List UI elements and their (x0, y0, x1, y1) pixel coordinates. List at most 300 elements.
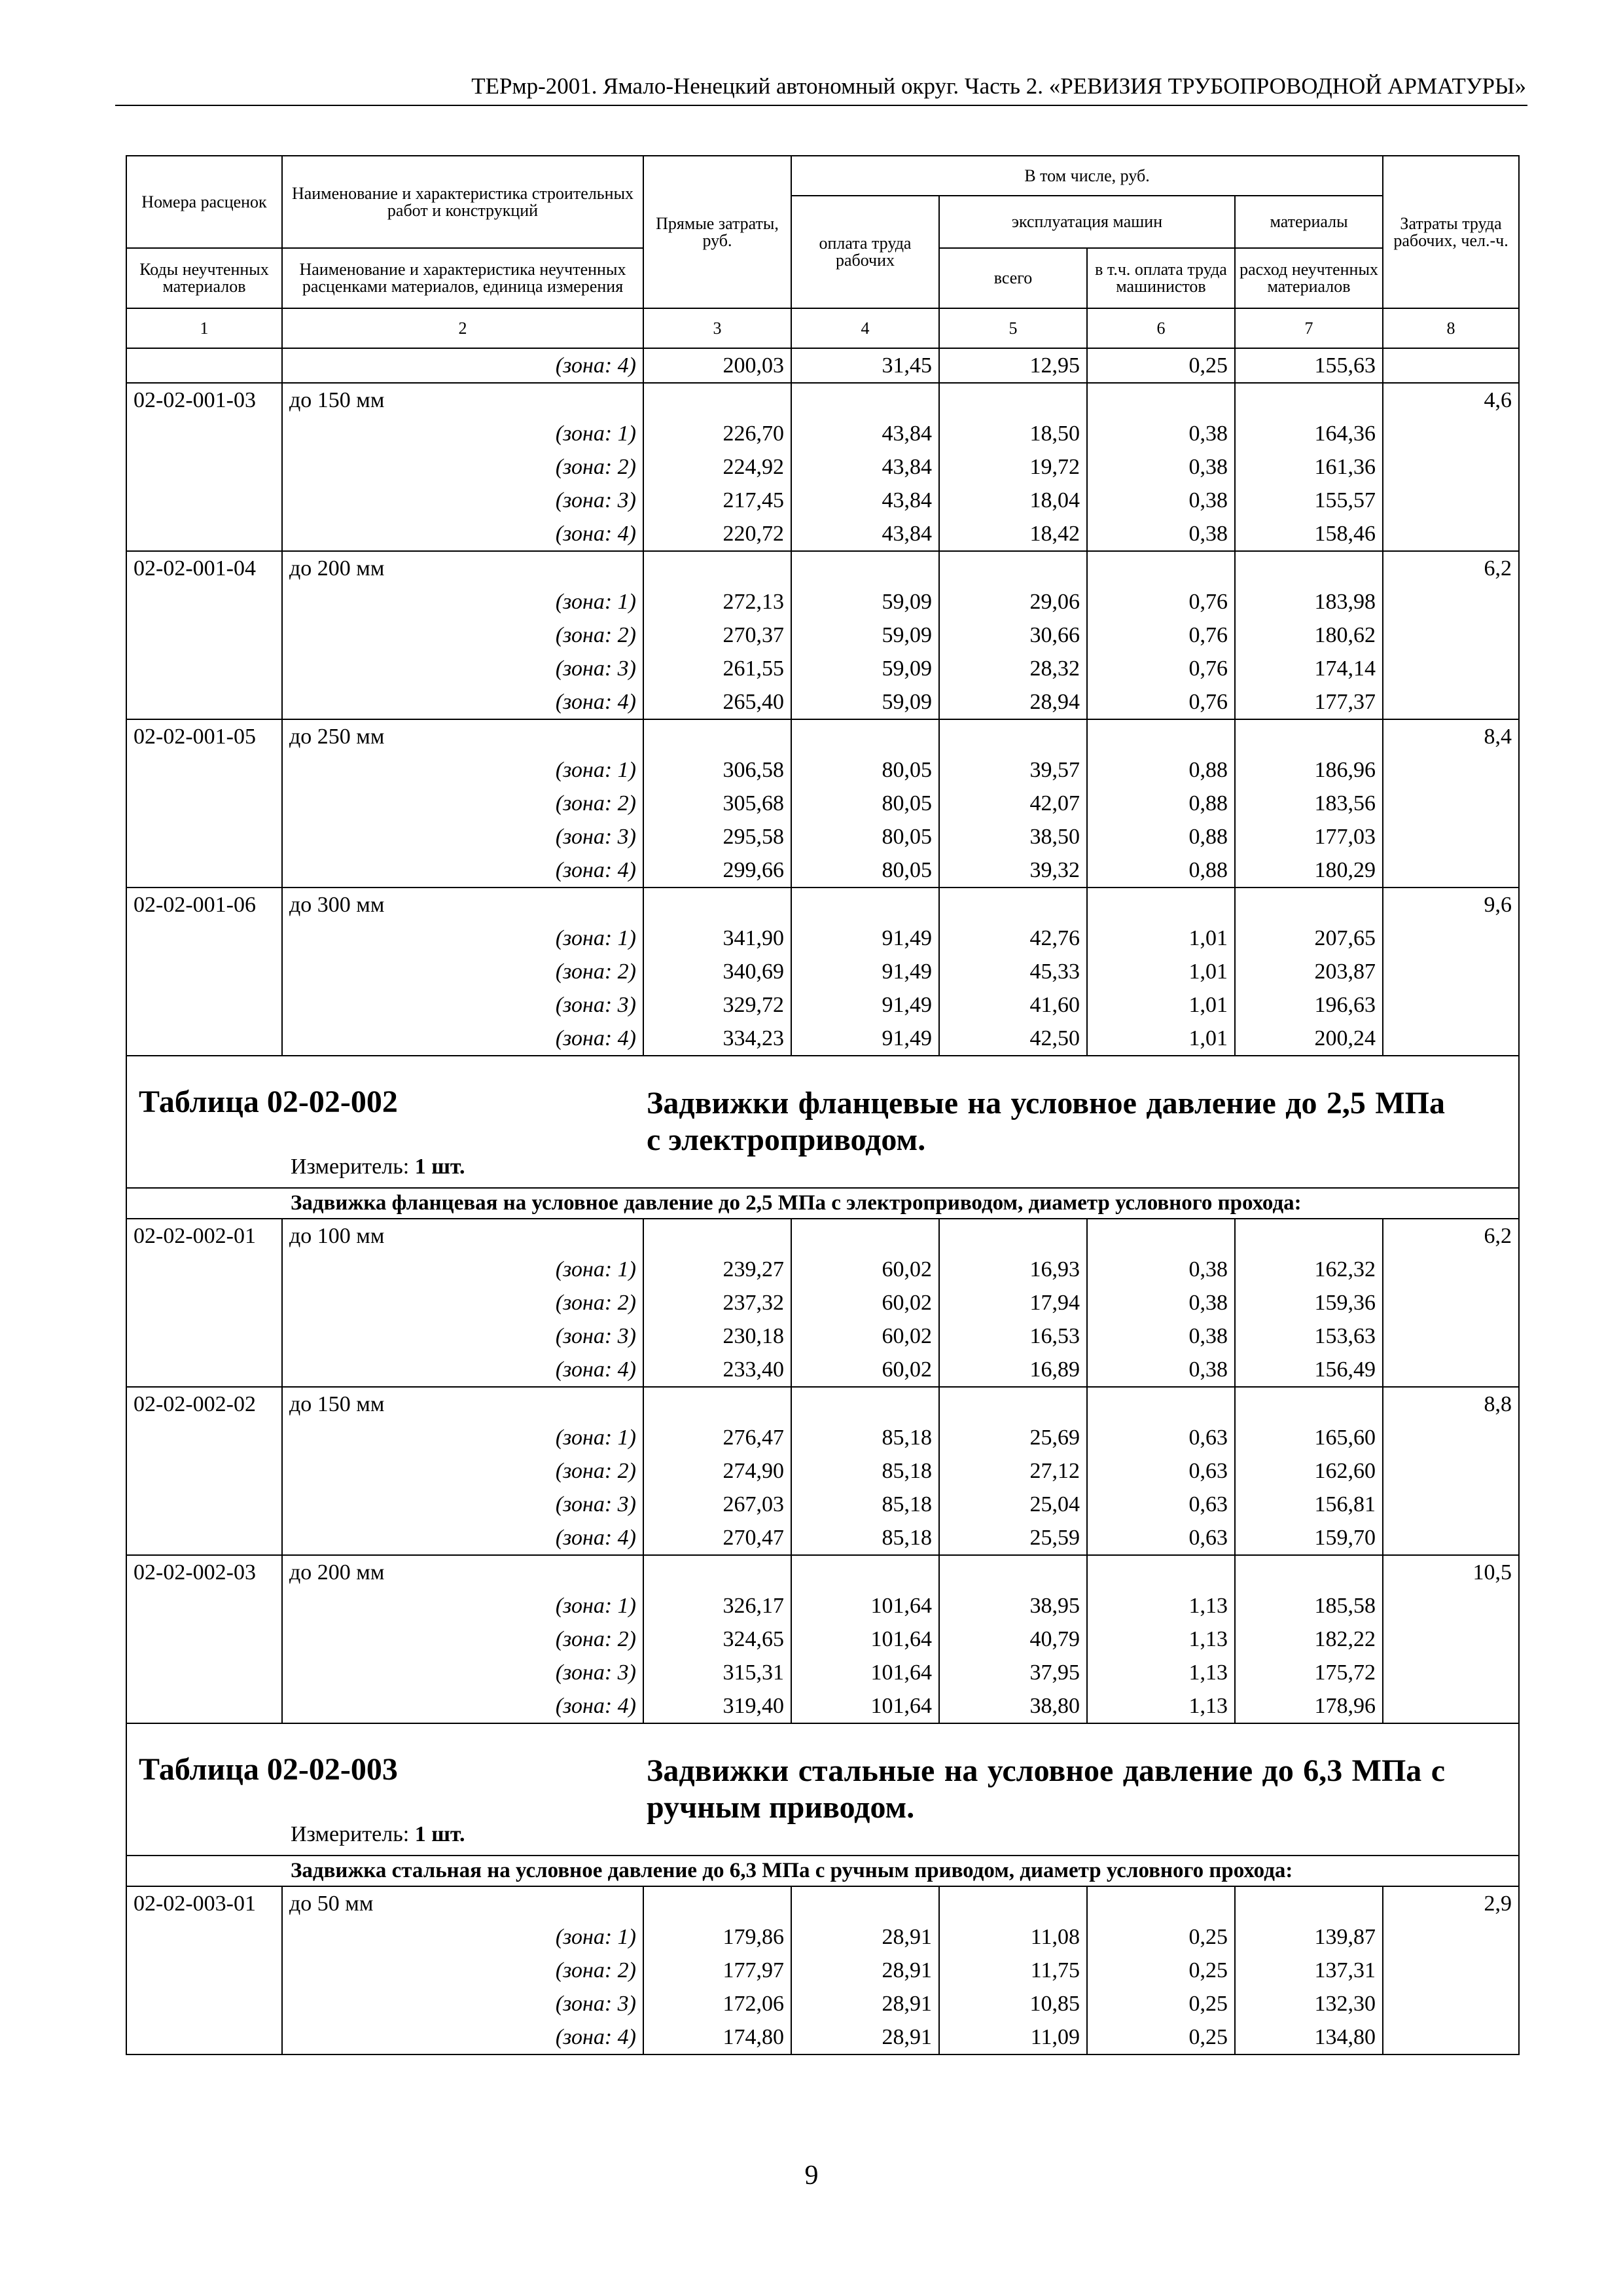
labor-cell (1383, 1488, 1519, 1521)
value-cell (791, 1219, 939, 1253)
value-cell (643, 888, 791, 922)
value-cell: 16,93 (939, 1253, 1087, 1286)
column-number: 5 (939, 308, 1087, 348)
code-cell (126, 1353, 282, 1387)
zone-label: (зона: 3) (282, 1656, 643, 1689)
zone-label: (зона: 1) (282, 1920, 643, 1954)
meter (291, 1150, 465, 1183)
value-cell: 0,25 (1087, 1987, 1235, 2020)
value-cell: 0,38 (1087, 450, 1235, 484)
value-cell: 43,84 (791, 517, 939, 551)
labor-cell (1383, 1656, 1519, 1689)
value-cell: 155,63 (1235, 348, 1383, 383)
rate-row (126, 1387, 1519, 1421)
zone-row (126, 1656, 1519, 1689)
value-cell: 43,84 (791, 450, 939, 484)
zone-label: (зона: 1) (282, 1421, 643, 1454)
value-cell (1087, 1886, 1235, 1920)
value-cell (1235, 719, 1383, 753)
value-cell: 226,70 (643, 417, 791, 450)
value-cell: 179,86 (643, 1920, 791, 1954)
zone-row (126, 1421, 1519, 1454)
value-cell (643, 383, 791, 417)
value-cell: 1,13 (1087, 1656, 1235, 1689)
zone-label: (зона: 1) (282, 1253, 643, 1286)
labor-cell (1383, 1623, 1519, 1656)
column-number: 4 (791, 308, 939, 348)
labor-cell (1383, 517, 1519, 551)
value-cell (1087, 888, 1235, 922)
value-cell: 270,47 (643, 1521, 791, 1555)
value-cell: 174,80 (643, 2020, 791, 2054)
labor-cell (1383, 1353, 1519, 1387)
value-cell: 0,63 (1087, 1454, 1235, 1488)
zone-row (126, 1022, 1519, 1056)
rate-code: 02-02-002-03 (126, 1555, 282, 1589)
value-cell: 60,02 (791, 1319, 939, 1353)
labor-cell (1383, 1253, 1519, 1286)
value-cell: 177,03 (1235, 820, 1383, 853)
meter-label: Измеритель: (291, 1155, 410, 1179)
section-description-row (126, 1188, 1519, 1219)
value-cell (1235, 1387, 1383, 1421)
rate-code: 02-02-001-04 (126, 551, 282, 585)
value-cell: 11,75 (939, 1954, 1087, 1987)
value-cell (643, 1886, 791, 1920)
value-cell: 0,88 (1087, 753, 1235, 787)
value-cell: 306,58 (643, 753, 791, 787)
labor-cell (1383, 2020, 1519, 2054)
value-cell: 299,66 (643, 853, 791, 888)
value-cell: 60,02 (791, 1353, 939, 1387)
value-cell: 101,64 (791, 1656, 939, 1689)
labor-cell (1383, 348, 1519, 383)
page-number: 9 (804, 2161, 819, 2191)
zone-row (126, 820, 1519, 853)
value-cell (791, 551, 939, 585)
zone-row (126, 1319, 1519, 1353)
zone-label: (зона: 2) (282, 955, 643, 988)
value-cell: 224,92 (643, 450, 791, 484)
value-cell: 200,24 (1235, 1022, 1383, 1056)
value-cell: 41,60 (939, 988, 1087, 1022)
column-number: 3 (643, 308, 791, 348)
code-cell (126, 585, 282, 619)
value-cell: 0,76 (1087, 585, 1235, 619)
zone-label: (зона: 4) (282, 1521, 643, 1555)
value-cell: 39,57 (939, 753, 1087, 787)
value-cell: 0,76 (1087, 685, 1235, 719)
value-cell: 237,32 (643, 1286, 791, 1319)
table-title: Задвижки стальные на условное давление до 6,3 МПа с ручным приводом. (647, 1753, 1445, 1825)
rate-name: до 150 мм (282, 383, 643, 417)
zone-label: (зона: 4) (282, 2020, 643, 2054)
value-cell: 91,49 (791, 922, 939, 955)
zone-row (126, 484, 1519, 517)
value-cell (939, 719, 1087, 753)
value-cell: 16,53 (939, 1319, 1087, 1353)
value-cell: 315,31 (643, 1656, 791, 1689)
value-cell: 270,37 (643, 619, 791, 652)
code-cell (126, 820, 282, 853)
value-cell (1235, 1555, 1383, 1589)
value-cell: 17,94 (939, 1286, 1087, 1319)
rate-code: 02-02-002-02 (126, 1387, 282, 1421)
meter-label: Измеритель: (291, 1822, 410, 1846)
col7-header: расход неучтенных материалов (1235, 248, 1383, 308)
column-number: 2 (282, 308, 643, 348)
code-cell (126, 988, 282, 1022)
value-cell: 29,06 (939, 585, 1087, 619)
value-cell (939, 1555, 1087, 1589)
value-cell (791, 383, 939, 417)
rate-row (126, 1886, 1519, 1920)
rate-code: 02-02-001-03 (126, 383, 282, 417)
value-cell: 156,49 (1235, 1353, 1383, 1387)
labor-cell: 9,6 (1383, 888, 1519, 922)
labor-cell (1383, 450, 1519, 484)
labor-cell: 6,2 (1383, 1219, 1519, 1253)
value-cell: 0,88 (1087, 787, 1235, 820)
value-cell (643, 719, 791, 753)
value-cell: 161,36 (1235, 450, 1383, 484)
value-cell: 178,96 (1235, 1689, 1383, 1723)
zone-label: (зона: 1) (282, 922, 643, 955)
value-cell: 0,25 (1087, 2020, 1235, 2054)
value-cell: 80,05 (791, 820, 939, 853)
value-cell: 0,88 (1087, 820, 1235, 853)
value-cell (939, 1387, 1087, 1421)
value-cell: 85,18 (791, 1521, 939, 1555)
zone-label: (зона: 4) (282, 853, 643, 888)
code-cell (126, 853, 282, 888)
zone-label: (зона: 2) (282, 619, 643, 652)
value-cell (643, 1387, 791, 1421)
labor-cell (1383, 1454, 1519, 1488)
col4-header: оплата труда рабочих (791, 196, 939, 308)
zone-row (126, 450, 1519, 484)
value-cell: 31,45 (791, 348, 939, 383)
value-cell: 132,30 (1235, 1987, 1383, 2020)
labor-cell (1383, 652, 1519, 685)
code-cell (126, 619, 282, 652)
table-02-02-001-rows (126, 383, 1519, 1056)
value-cell: 45,33 (939, 955, 1087, 988)
rate-row (126, 888, 1519, 922)
value-cell: 153,63 (1235, 1319, 1383, 1353)
code-cell (126, 955, 282, 988)
labor-cell: 10,5 (1383, 1555, 1519, 1589)
zone-row (126, 753, 1519, 787)
value-cell: 261,55 (643, 652, 791, 685)
meter-value: 1 шт. (414, 1822, 465, 1846)
value-cell: 42,07 (939, 787, 1087, 820)
code-cell (126, 1421, 282, 1454)
zone-label: (зона: 3) (282, 1987, 643, 2020)
code-cell (126, 652, 282, 685)
value-cell: 85,18 (791, 1421, 939, 1454)
value-cell: 324,65 (643, 1623, 791, 1656)
section-description-row (126, 1856, 1519, 1886)
rate-code: 02-02-001-05 (126, 719, 282, 753)
value-cell: 18,04 (939, 484, 1087, 517)
value-cell: 27,12 (939, 1454, 1087, 1488)
zone-row (126, 1286, 1519, 1319)
value-cell: 326,17 (643, 1589, 791, 1623)
value-cell: 1,13 (1087, 1623, 1235, 1656)
value-cell (643, 1219, 791, 1253)
value-cell: 60,02 (791, 1253, 939, 1286)
value-cell (643, 1555, 791, 1589)
value-cell: 28,91 (791, 1954, 939, 1987)
value-cell: 0,38 (1087, 1286, 1235, 1319)
code-cell (126, 450, 282, 484)
value-cell: 162,60 (1235, 1454, 1383, 1488)
rate-name: до 200 мм (282, 551, 643, 585)
labor-cell (1383, 955, 1519, 988)
col1-bottom-header: Коды неучтенных материалов (126, 248, 282, 308)
value-cell: 28,91 (791, 1920, 939, 1954)
value-cell: 43,84 (791, 484, 939, 517)
value-cell: 217,45 (643, 484, 791, 517)
meter-value: 1 шт. (414, 1155, 465, 1179)
value-cell: 203,87 (1235, 955, 1383, 988)
value-cell: 91,49 (791, 955, 939, 988)
value-cell: 0,25 (1087, 348, 1235, 383)
value-cell (939, 551, 1087, 585)
value-cell: 0,63 (1087, 1521, 1235, 1555)
value-cell: 91,49 (791, 1022, 939, 1056)
zone-row (126, 853, 1519, 888)
zone-row (126, 1353, 1519, 1387)
value-cell: 177,37 (1235, 685, 1383, 719)
value-cell: 28,91 (791, 1987, 939, 2020)
labor-cell (1383, 1920, 1519, 1954)
value-cell: 0,88 (1087, 853, 1235, 888)
zone-row (126, 1954, 1519, 1987)
value-cell: 0,38 (1087, 1353, 1235, 1387)
rate-code: 02-02-003-01 (126, 1886, 282, 1920)
labor-cell (1383, 1421, 1519, 1454)
col2-bottom-header: Наименование и характеристика неучтенных расценками материалов, единица измерения (282, 248, 643, 308)
value-cell: 159,70 (1235, 1521, 1383, 1555)
labor-cell (1383, 685, 1519, 719)
zone-label: (зона: 3) (282, 652, 643, 685)
zone-label: (зона: 4) (282, 348, 643, 383)
value-cell: 101,64 (791, 1589, 939, 1623)
zone-row (126, 1488, 1519, 1521)
value-cell (1087, 551, 1235, 585)
labor-cell (1383, 787, 1519, 820)
code-cell (126, 1521, 282, 1555)
value-cell: 164,36 (1235, 417, 1383, 450)
value-cell (1235, 1886, 1383, 1920)
col8-header: Затраты труда рабочих, чел.-ч. (1383, 156, 1519, 308)
value-cell: 162,32 (1235, 1253, 1383, 1286)
value-cell: 59,09 (791, 619, 939, 652)
zone-row (126, 988, 1519, 1022)
code-cell (126, 417, 282, 450)
value-cell: 177,97 (643, 1954, 791, 1987)
value-cell: 207,65 (1235, 922, 1383, 955)
code-cell (126, 484, 282, 517)
value-cell (791, 719, 939, 753)
value-cell: 182,22 (1235, 1623, 1383, 1656)
value-cell: 233,40 (643, 1353, 791, 1387)
value-cell: 39,32 (939, 853, 1087, 888)
labor-cell: 4,6 (1383, 383, 1519, 417)
value-cell: 0,76 (1087, 619, 1235, 652)
labor-cell (1383, 922, 1519, 955)
zone-label: (зона: 3) (282, 988, 643, 1022)
value-cell: 38,80 (939, 1689, 1087, 1723)
labor-cell (1383, 1022, 1519, 1056)
labor-cell (1383, 1689, 1519, 1723)
value-cell (1235, 383, 1383, 417)
table-02-02-002-rows (126, 1219, 1519, 1723)
code-cell (126, 1589, 282, 1623)
machines-header: эксплуатация машин (939, 196, 1235, 248)
code-cell (126, 1656, 282, 1689)
value-cell: 43,84 (791, 417, 939, 450)
labor-cell: 6,2 (1383, 551, 1519, 585)
table-number: Таблица 02-02-003 (139, 1752, 398, 1787)
zone-row (126, 787, 1519, 820)
value-cell: 220,72 (643, 517, 791, 551)
column-number: 7 (1235, 308, 1383, 348)
zone-row (126, 652, 1519, 685)
value-cell: 28,94 (939, 685, 1087, 719)
code-cell (126, 1319, 282, 1353)
rate-row (126, 719, 1519, 753)
code-cell (126, 1286, 282, 1319)
value-cell (791, 1387, 939, 1421)
zone-label: (зона: 3) (282, 484, 643, 517)
value-cell: 0,38 (1087, 484, 1235, 517)
rate-name: до 250 мм (282, 719, 643, 753)
value-cell: 91,49 (791, 988, 939, 1022)
value-cell: 239,27 (643, 1253, 791, 1286)
value-cell: 165,60 (1235, 1421, 1383, 1454)
value-cell (939, 1886, 1087, 1920)
value-cell: 200,03 (643, 348, 791, 383)
header-rule (115, 105, 1527, 106)
value-cell: 265,40 (643, 685, 791, 719)
zone-row (126, 2020, 1519, 2054)
labor-cell (1383, 1286, 1519, 1319)
value-cell: 18,42 (939, 517, 1087, 551)
labor-cell: 2,9 (1383, 1886, 1519, 1920)
value-cell: 174,14 (1235, 652, 1383, 685)
zone-row (126, 685, 1519, 719)
value-cell: 18,50 (939, 417, 1087, 450)
zone-row (126, 955, 1519, 988)
value-cell: 295,58 (643, 820, 791, 853)
zone-label: (зона: 1) (282, 753, 643, 787)
value-cell: 0,63 (1087, 1488, 1235, 1521)
code-cell (126, 753, 282, 787)
zone-row (126, 1253, 1519, 1286)
value-cell: 134,80 (1235, 2020, 1383, 2054)
value-cell: 85,18 (791, 1454, 939, 1488)
zone-label: (зона: 2) (282, 1454, 643, 1488)
value-cell: 25,69 (939, 1421, 1087, 1454)
zone-row (126, 922, 1519, 955)
value-cell (1087, 1387, 1235, 1421)
value-cell: 180,62 (1235, 619, 1383, 652)
value-cell: 196,63 (1235, 988, 1383, 1022)
value-cell: 0,25 (1087, 1954, 1235, 1987)
zone-row (126, 585, 1519, 619)
zone-label: (зона: 3) (282, 1319, 643, 1353)
value-cell (643, 551, 791, 585)
value-cell: 305,68 (643, 787, 791, 820)
code-cell (126, 1253, 282, 1286)
value-cell: 230,18 (643, 1319, 791, 1353)
value-cell: 38,95 (939, 1589, 1087, 1623)
incl-header: В том числе, руб. (791, 156, 1383, 196)
value-cell: 60,02 (791, 1286, 939, 1319)
zone-label: (зона: 2) (282, 1954, 643, 1987)
value-cell (1235, 1219, 1383, 1253)
labor-cell (1383, 1319, 1519, 1353)
table-title: Задвижки фланцевые на условное давление до 2,5 МПа с электроприводом. (647, 1086, 1445, 1157)
zone-row (126, 348, 1519, 383)
zone-label: (зона: 4) (282, 685, 643, 719)
value-cell: 137,31 (1235, 1954, 1383, 1987)
code-cell (126, 517, 282, 551)
code-cell (126, 787, 282, 820)
labor-cell (1383, 753, 1519, 787)
zone-row (126, 1689, 1519, 1723)
value-cell (1087, 719, 1235, 753)
value-cell: 159,36 (1235, 1286, 1383, 1319)
value-cell: 28,91 (791, 2020, 939, 2054)
rate-row (126, 383, 1519, 417)
value-cell: 11,08 (939, 1920, 1087, 1954)
zone-label: (зона: 1) (282, 585, 643, 619)
zone-row (126, 1589, 1519, 1623)
code-cell (126, 1022, 282, 1056)
zone-label: (зона: 2) (282, 1286, 643, 1319)
value-cell: 38,50 (939, 820, 1087, 853)
code-cell (126, 1689, 282, 1723)
col6-header: в т.ч. оплата труда машинистов (1087, 248, 1235, 308)
rate-code: 02-02-001-06 (126, 888, 282, 922)
value-cell: 172,06 (643, 1987, 791, 2020)
table-number: Таблица 02-02-002 (139, 1085, 398, 1119)
value-cell: 0,38 (1087, 417, 1235, 450)
value-cell: 341,90 (643, 922, 791, 955)
value-cell: 25,04 (939, 1488, 1087, 1521)
zone-label: (зона: 1) (282, 417, 643, 450)
code-cell (126, 1920, 282, 1954)
rate-name: до 100 мм (282, 1219, 643, 1253)
value-cell: 0,25 (1087, 1920, 1235, 1954)
value-cell: 1,01 (1087, 922, 1235, 955)
value-cell: 183,56 (1235, 787, 1383, 820)
value-cell (939, 1219, 1087, 1253)
zone-label: (зона: 4) (282, 1689, 643, 1723)
rate-row (126, 1219, 1519, 1253)
value-cell (1235, 551, 1383, 585)
value-cell: 1,13 (1087, 1589, 1235, 1623)
zone-label: (зона: 2) (282, 787, 643, 820)
value-cell: 10,85 (939, 1987, 1087, 2020)
section-description: Задвижка фланцевая на условное давление до 2,5 МПа с электроприводом, диаметр условного прохода: (126, 1188, 1519, 1219)
rate-name: до 200 мм (282, 1555, 643, 1589)
value-cell: 80,05 (791, 853, 939, 888)
